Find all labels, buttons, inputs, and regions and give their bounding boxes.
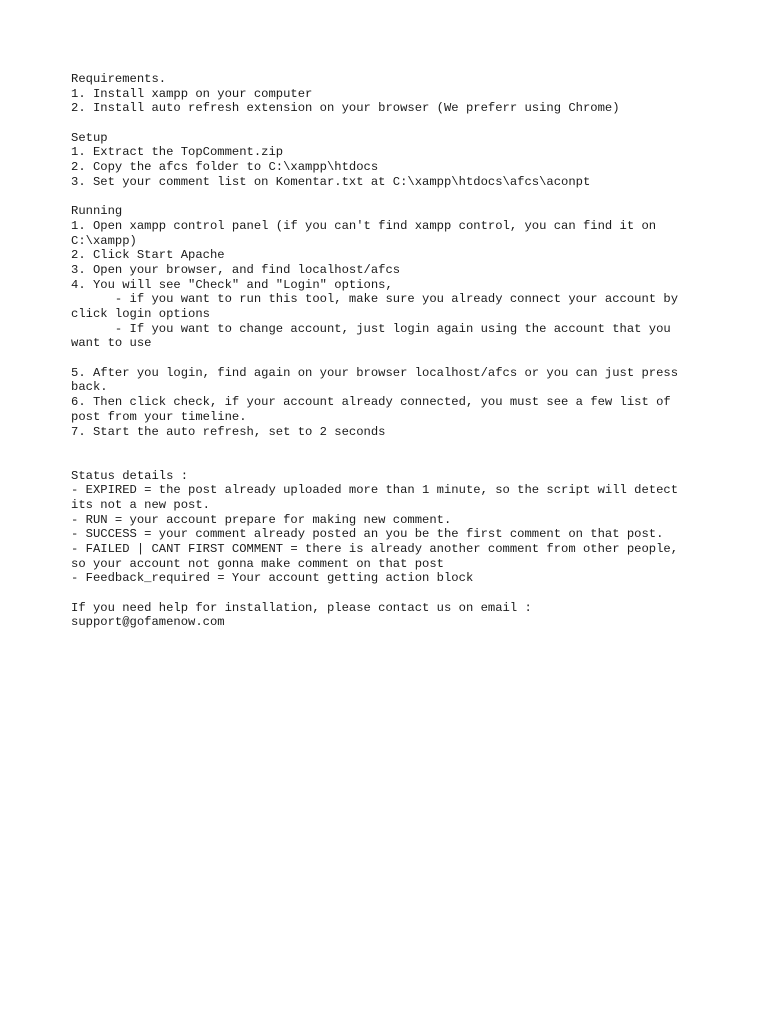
running-line: post from your timeline. xyxy=(71,409,247,424)
requirements-item: 1. Install xampp on your computer xyxy=(71,86,313,101)
status-line: - EXPIRED = the post already uploaded more than 1 minute, so the script will detect xyxy=(71,483,679,498)
running-line: 7. Start the auto refresh, set to 2 seconds xyxy=(71,424,386,439)
status-line: - FAILED | CANT FIRST COMMENT = there is already another comment from other people, xyxy=(71,542,679,557)
running-line: 4. You will see "Check" and "Login" options, xyxy=(71,277,393,292)
requirements-item: 2. Install auto refresh extension on your browser (We preferr using Chrome) xyxy=(71,101,620,116)
spacer xyxy=(71,190,711,205)
running-line: want to use xyxy=(71,336,152,351)
running-line: - if you want to run this tool, make sure you already connect your account by xyxy=(71,292,679,307)
status-line: so your account not gonna make comment on that post xyxy=(71,556,444,571)
spacer xyxy=(71,351,711,366)
running-line: - If you want to change account, just login again using the account that you xyxy=(71,321,671,336)
setup-item: 3. Set your comment list on Komentar.txt at C:\xampp\htdocs\afcs\aconpt xyxy=(71,174,591,189)
running-line: 6. Then click check, if your account already connected, you must see a few list of xyxy=(71,395,671,410)
running-line: 2. Click Start Apache xyxy=(71,248,225,263)
document-page xyxy=(71,72,711,630)
contact-text: If you need help for installation, please contact us on email : xyxy=(71,600,532,615)
running-line: C:\xampp) xyxy=(71,233,137,248)
status-line: - SUCCESS = your comment already posted an you be the first comment on that post. xyxy=(71,527,664,542)
running-line: 5. After you login, find again on your browser localhost/afcs or you can just press xyxy=(71,365,679,380)
spacer xyxy=(71,439,711,468)
spacer xyxy=(71,586,711,601)
status-line: - Feedback_required = Your account getting action block xyxy=(71,571,474,586)
setup-item: 2. Copy the afcs folder to C:\xampp\htdocs xyxy=(71,160,379,175)
setup-item: 1. Extract the TopComment.zip xyxy=(71,145,284,160)
running-line: click login options xyxy=(71,307,210,321)
status-line: its not a new post. xyxy=(71,497,210,512)
setup-heading: Setup xyxy=(71,130,108,145)
status-line: - RUN = your account prepare for making new comment. xyxy=(71,512,452,527)
requirements-heading: Requirements. xyxy=(71,72,167,86)
status-heading: Status details : xyxy=(71,468,189,483)
running-line: back. xyxy=(71,380,108,395)
spacer xyxy=(71,116,711,131)
contact-email-line xyxy=(71,615,711,630)
running-heading: Running xyxy=(71,204,123,219)
running-line: 1. Open xampp control panel (if you can't find xampp control, you can find it on xyxy=(71,218,657,233)
running-line: 3. Open your browser, and find localhost/afcs xyxy=(71,262,401,277)
support-email-link[interactable]: support@gofamenow.com xyxy=(71,615,225,630)
